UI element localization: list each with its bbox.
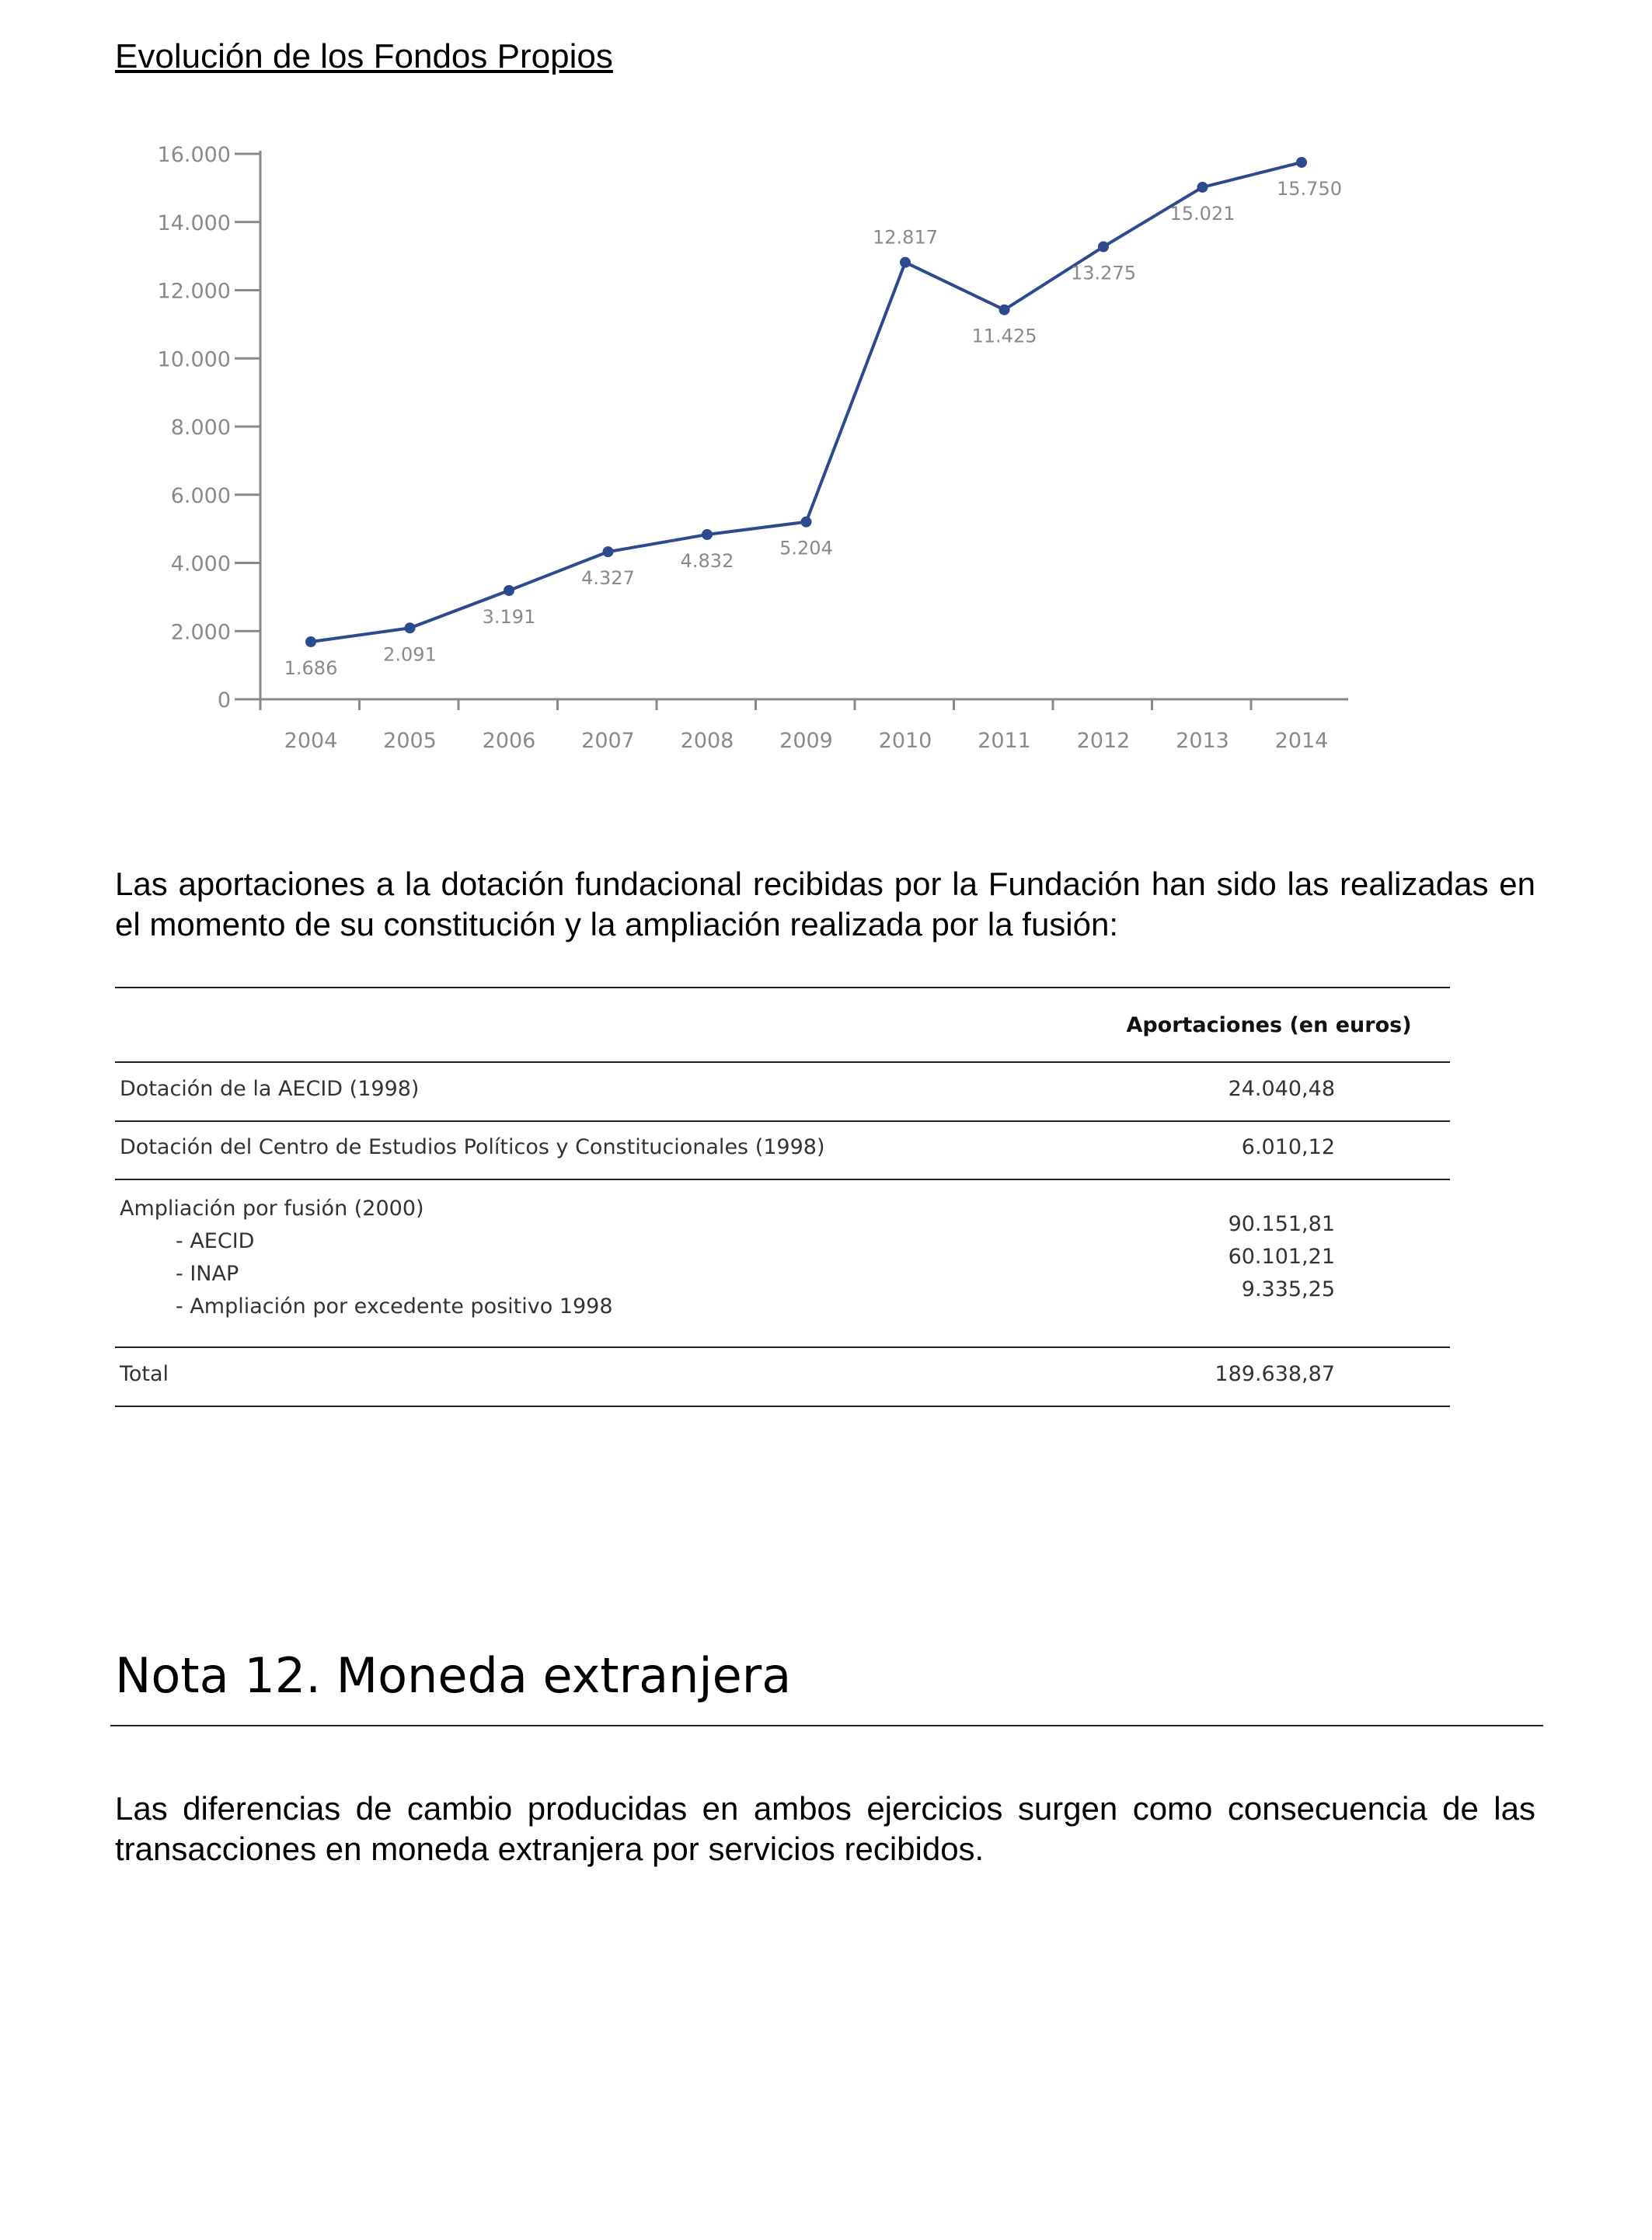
y-tick-label: 6.000	[170, 483, 231, 508]
x-tick-label: 2010	[878, 729, 932, 753]
data-label: 13.275	[1071, 262, 1136, 284]
y-tick-label: 16.000	[157, 143, 231, 167]
x-tick-label: 2005	[383, 729, 437, 753]
table-subrow-value: 90.151,81	[1228, 1212, 1335, 1236]
chart-title: Evolución de los Fondos Propios	[115, 37, 613, 75]
data-label: 4.832	[680, 549, 734, 572]
y-tick-label: 0	[217, 688, 231, 712]
table-subrow-label: - Ampliación por excedente positivo 1998	[176, 1294, 613, 1319]
table-total-label: Total	[120, 1362, 169, 1386]
data-point	[305, 636, 316, 647]
table-row-label: Dotación del Centro de Estudios Políticos y Constitucionales (1998)	[120, 1135, 825, 1159]
table-top-rule	[115, 987, 1450, 988]
table-row-value: 6.010,12	[1241, 1135, 1335, 1159]
table-rule	[115, 1061, 1450, 1063]
data-point	[1098, 242, 1109, 253]
data-label: 11.425	[971, 325, 1037, 347]
data-point	[405, 622, 416, 633]
x-tick-label: 2006	[482, 729, 536, 753]
section-title: Nota 12. Moneda extranjera	[115, 1647, 792, 1704]
y-tick-label: 8.000	[170, 416, 231, 440]
table-subrow-value: 9.335,25	[1241, 1277, 1335, 1301]
paragraph-moneda: Las diferencias de cambio producidas en ambos ejercicios surgen como consecuencia de las transacciones en moneda extranjera por servicios recibidos.	[115, 1790, 1535, 1867]
table-row-value: 24.040,48	[1228, 1077, 1335, 1101]
data-point	[504, 585, 514, 596]
table-rule	[115, 1120, 1450, 1122]
data-point	[603, 546, 614, 557]
data-point	[1197, 182, 1208, 193]
data-label: 2.091	[383, 643, 437, 666]
table-total-value: 189.638,87	[1215, 1362, 1335, 1386]
paragraph-aportaciones: Las aportaciones a la dotación fundacional recibidas por la Fundación han sido las realizadas en el momento de su constitución y la ampliación realizada por la fusión:	[115, 866, 1535, 942]
table-row-label: Ampliación por fusión (2000)	[120, 1197, 424, 1221]
table-rule	[115, 1346, 1450, 1348]
x-tick-label: 2009	[779, 729, 833, 753]
x-tick-label: 2011	[978, 729, 1031, 753]
data-point	[900, 257, 911, 268]
y-tick-label: 12.000	[157, 279, 231, 304]
section-rule	[110, 1725, 1543, 1726]
data-label: 4.327	[581, 567, 635, 590]
y-tick-label: 4.000	[170, 552, 231, 577]
table-subrow-label: - INAP	[176, 1262, 239, 1286]
data-label: 1.686	[284, 657, 338, 680]
table-rule	[115, 1179, 1450, 1180]
x-tick-label: 2012	[1076, 729, 1131, 753]
x-tick-label: 2014	[1274, 729, 1329, 753]
y-tick-label: 2.000	[170, 620, 231, 645]
data-label: 3.191	[482, 605, 536, 628]
y-tick-label: 14.000	[157, 211, 231, 235]
data-point	[999, 305, 1010, 315]
data-point	[1296, 157, 1307, 168]
line-chart	[0, 117, 1652, 785]
data-label: 15.750	[1277, 177, 1342, 200]
table-header: Aportaciones (en euros)	[1126, 1013, 1412, 1037]
data-point	[801, 517, 812, 528]
x-tick-label: 2008	[680, 729, 734, 753]
table-bottom-rule	[115, 1406, 1450, 1407]
data-label: 5.204	[779, 537, 833, 559]
data-label: 15.021	[1169, 202, 1236, 225]
x-tick-label: 2004	[284, 729, 338, 753]
data-label: 12.817	[873, 226, 938, 249]
data-point	[702, 529, 713, 540]
table-row-label: Dotación de la AECID (1998)	[120, 1077, 420, 1101]
x-tick-label: 2013	[1176, 729, 1229, 753]
table-subrow-value: 60.101,21	[1228, 1245, 1335, 1269]
table-subrow-label: - AECID	[176, 1229, 255, 1253]
series-line	[311, 162, 1302, 642]
x-tick-label: 2007	[581, 729, 635, 753]
y-tick-label: 10.000	[157, 347, 231, 372]
